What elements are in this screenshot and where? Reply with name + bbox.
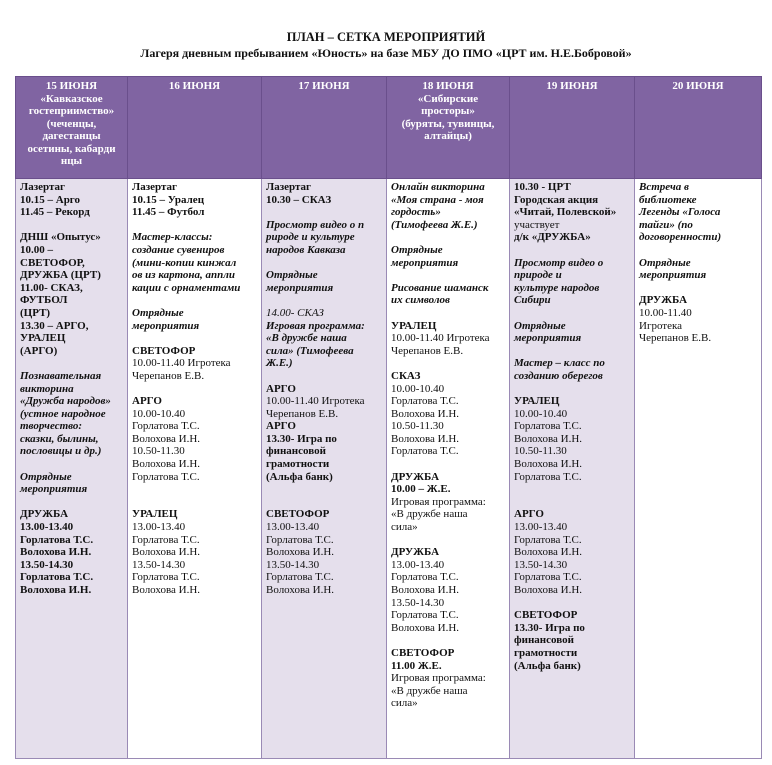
event-line: 13.00-13.40 [266,521,320,534]
spacer [391,357,505,370]
spacer [639,244,757,257]
event-line: Волохова И.Н. [132,546,201,559]
table-row [16,179,762,759]
event-line: УРАЛЕЦ [20,332,66,345]
spacer [266,206,382,219]
spacer [514,383,630,396]
event-line: Горлатова Т.С. [132,533,200,546]
event-line: Ж.Е.) [266,357,293,370]
day-header-line: алтайцы) [424,130,472,142]
spacer [514,307,630,320]
event-line: 13.00-13.40 [514,521,568,534]
day-header-line: 20 ИЮНЯ [672,80,724,92]
spacer [391,458,505,471]
event-line: 11.45 – Рекорд [20,206,90,219]
spacer [514,597,630,610]
event-line: ДРУЖБА (ЦРТ) [20,269,101,282]
day-header-line: 18 ИЮНЯ [422,80,474,92]
event-line: сила» [391,521,418,534]
event-line: Горлатова Т.С. [20,571,94,584]
day-header-17 [262,77,387,179]
event-line: 10.50-11.30 [132,445,185,458]
event-line: УРАЛЕЦ [132,508,178,521]
event-line: грамотности [266,458,330,471]
event-line: (мини-копии кинжал [132,256,237,269]
event-line: (Альфа банк) [266,470,333,483]
event-line: 13.30 – АРГО, [20,319,89,332]
event-line: Горлатова Т.С. [20,533,94,546]
spacer [132,294,257,307]
event-line: их символов [391,294,450,307]
event-line: Волохова И.Н. [132,458,201,471]
day-header-line: (буряты, тувинцы, [401,117,495,130]
event-line: д/к «ДРУЖБА» [514,231,591,244]
event-line: 10.00 – Ж.Е. [391,483,451,496]
event-line: УРАЛЕЦ [514,395,560,408]
event-line: мероприятия [20,483,88,496]
day-cell-15 [16,179,128,759]
event-line: пословицы и др.) [20,445,102,458]
spacer [266,257,382,270]
event-line: 13.50-14.30 [391,596,445,609]
event-line: Горлатова Т.С. [514,470,582,483]
spacer [391,307,505,320]
spacer [514,483,630,496]
day-cell-20 [635,179,762,759]
spacer [132,219,257,232]
event-line: 13.30- Игра по [514,621,585,634]
event-line: Лазертаг [132,181,178,193]
event-line: 10.00-11.40 [639,306,692,319]
table-header-row [16,77,762,179]
event-line: УРАЛЕЦ [391,319,437,332]
event-line: Горлатова Т.С. [391,609,459,622]
event-line: Познавательная [20,369,102,382]
day-header-18 [387,77,510,179]
event-line: Отрядные [391,243,443,256]
event-line: ов из картона, аппли [132,269,235,282]
event-line: «В дружбе наша [266,332,347,345]
event-line: 13.30- Игра по [266,432,337,445]
event-line: СВЕТОФОР, [20,256,85,269]
event-line: создание сувениров [132,243,225,256]
event-line: Горлатова Т.С. [266,533,334,546]
day-header-line: гостеприимство» [28,105,115,117]
event-line: библиотеке [639,193,697,206]
event-line: мероприятия [639,269,707,282]
event-line: 13.50-14.30 [20,558,74,571]
event-line: 10.30 - ЦРТ [514,181,571,193]
day-header-16 [128,77,262,179]
event-line: Волохова И.Н. [391,432,460,445]
event-line: Волохова И.Н. [391,584,460,596]
event-line: 11.45 – Футбол [132,206,205,219]
event-line: СВЕТОФОР [266,508,330,521]
spacer [266,294,382,307]
event-line: Горлатова Т.С. [132,571,200,584]
day-cell-19 [510,179,635,759]
event-line: Волохова И.Н. [20,584,92,596]
day-cell-17 [262,179,387,759]
event-line: СКАЗ [391,369,421,382]
event-line: финансовой [266,445,326,458]
event-line: Горлатова Т.С. [391,571,459,584]
event-line: ДРУЖБА [639,294,688,307]
event-line: 14.00- СКАЗ [266,306,324,319]
day-header-line: 19 ИЮНЯ [546,80,598,92]
event-line: Волохова И.Н. [514,432,583,445]
event-line: «В дружбе наша [391,508,468,521]
event-line: 13.00-13.40 [132,521,186,534]
event-line: Волохова И.Н. [391,407,460,420]
event-line: культуре народов [514,281,600,294]
event-line: Волохова И.Н. [514,458,583,471]
event-line: народов Кавказа [266,243,346,256]
day-header-20 [635,77,762,179]
event-line: Горлатова Т.С. [391,445,459,458]
event-line: грамотности [514,646,578,659]
event-line: Черепанов Е.В. [639,332,712,345]
event-line: мероприятия [266,281,334,294]
spacer [391,231,505,244]
event-line: 10.15 – Уралец [132,193,205,206]
event-line: (Тимофеева Ж.Е.) [391,218,478,231]
event-line: ФУТБОЛ [20,294,68,307]
event-line: Легенды «Голоса [639,206,721,219]
event-line: Горлатова Т.С. [514,533,582,546]
event-line: Отрядные [514,319,566,332]
event-line: Игротека [639,319,683,332]
spacer [639,282,757,295]
event-line: 10.00-10.40 [391,382,445,395]
event-line: Горлатова Т.С. [514,420,582,433]
day-header-line: 15 ИЮНЯ [45,80,98,92]
event-line: 13.50-14.30 [514,558,568,571]
schedule-table [15,76,762,759]
spacer [514,496,630,509]
event-line: АРГО [132,395,162,408]
event-line: Рисование шаманск [391,281,489,294]
day-header-19 [510,77,635,179]
event-line: Сибири [514,294,551,307]
event-line: ДРУЖБА [391,470,440,483]
day-header-line: «Сибирские [417,92,479,105]
event-line: созданию оберегов [514,369,603,382]
event-line: 10.00-10.40 [514,407,568,420]
event-line: Отрядные [266,269,318,282]
event-line: сказки, былины, [20,432,99,445]
event-line: 11.00- СКАЗ, [20,281,83,294]
event-line: Черепанов Е.В. [391,344,464,357]
event-line: 10.50-11.30 [391,420,444,433]
event-line: 10.00 – [20,243,53,256]
day-header-15 [16,77,128,179]
spacer [132,383,257,396]
event-line: ДНШ «Опытус» [20,231,101,244]
spacer [266,483,382,496]
event-line: 13.50-14.30 [266,558,320,571]
day-header-line: 16 ИЮНЯ [168,80,221,92]
event-line: Горлатова Т.С. [132,420,200,433]
spacer [391,534,505,547]
event-line: Мастер – класс по [514,357,605,370]
event-line: 10.15 – Арго [20,193,81,206]
day-header-line: «Кавказское [40,92,103,105]
spacer [514,345,630,358]
event-line: гордость» [391,206,441,219]
spacer [132,332,257,345]
event-line: Мастер-классы: [132,231,213,244]
event-line: Отрядные [20,470,72,483]
event-line: Горлатова Т.С. [132,470,200,483]
event-line: Игровая программа: [391,495,486,508]
event-line: Волохова И.Н. [266,584,335,596]
event-line: Волохова И.Н. [132,584,201,596]
event-line: ДРУЖБА [391,546,440,559]
day-header-line: осетины, кабарди [27,142,116,155]
event-line: Черепанов Е.В. [132,369,205,382]
event-line: договоренности) [639,231,722,244]
event-line: 10.00-11.40 Игротека [132,357,231,370]
event-line: Просмотр видео о п [266,218,365,231]
event-line: Волохова И.Н. [266,546,335,559]
event-line: 13.00-13.40 [20,521,74,534]
event-line: Лазертаг [266,181,312,193]
day-header-line: просторы» [421,105,475,117]
event-line: «Дружба народов» [20,395,111,408]
event-line: мероприятия [514,332,582,345]
event-line: ДРУЖБА [20,508,69,521]
day-header-line: (чеченцы, [46,117,97,130]
spacer [132,483,257,496]
event-line: АРГО [514,508,544,521]
day-cell-16 [128,179,262,759]
event-line: 13.50-14.30 [132,558,186,571]
spacer [20,496,123,509]
event-line: (Альфа банк) [514,659,581,672]
event-line: 11.00 Ж.Е. [391,659,442,672]
event-line: Волохова И.Н. [20,546,92,559]
event-line: природе и [514,269,562,282]
day-header-line: нцы [60,155,83,167]
event-line: Отрядные [639,256,691,269]
event-line: «В дружбе наша [391,684,468,697]
spacer [391,269,505,282]
event-line: «Читай, Полевской» [514,206,617,219]
event-line: участвует [514,218,560,231]
event-line: АРГО [266,420,296,433]
day-header-line: дагестанцы [42,130,101,142]
event-line: 10.00-10.40 [132,407,186,420]
event-line: 10.00-11.40 Игротека [266,395,365,408]
event-line: Лазертаг [20,181,66,193]
event-line: (устное народное [20,407,106,420]
spacer [20,219,123,232]
event-line: Горлатова Т.С. [266,571,334,584]
spacer [132,496,257,509]
event-line: викторина [20,382,74,395]
event-line: Черепанов Е.В. [266,407,339,420]
event-line: Городская акция [514,193,599,206]
event-line: «Моя страна - моя [391,193,484,206]
spacer [266,496,382,509]
event-line: (АРГО) [20,344,58,357]
event-line: СВЕТОФОР [132,344,196,357]
event-line: финансовой [514,634,574,647]
event-line: 10.00-11.40 Игротека [391,332,490,345]
event-line: 13.00-13.40 [391,558,445,571]
page-subtitle: Лагеря дневным пребыванием «Юность» на базе МБУ ДО ПМО «ЦРТ им. Н.Е.Бобровой» [140,46,632,60]
spacer [391,634,505,647]
event-line: тайги» (по [639,218,693,231]
spacer [20,458,123,471]
event-line: Онлайн викторина [391,181,485,193]
event-line: 10.30 – СКАЗ [266,193,332,206]
event-line: рироде и культуре [266,231,355,244]
event-line: творчество: [20,420,83,433]
event-line: Волохова И.Н. [132,432,201,445]
event-line: Игровая программа: [391,672,486,685]
spacer [20,357,123,370]
event-line: АРГО [266,382,296,395]
event-line: Горлатова Т.С. [514,571,582,584]
event-line: Волохова И.Н. [514,546,583,559]
event-line: (ЦРТ) [20,306,51,319]
event-line: Волохова И.Н. [514,584,583,596]
page-title: ПЛАН – СЕТКА МЕРОПРИЯТИЙ [286,30,486,44]
event-line: Волохова И.Н. [391,621,460,634]
event-line: мероприятия [132,319,200,332]
event-line: Просмотр видео о [514,256,604,269]
event-line: Игровая программа: [266,319,365,332]
event-line: СВЕТОФОР [514,609,578,622]
spacer [266,370,382,383]
day-cell-18 [387,179,510,759]
event-line: сила» [391,697,418,710]
spacer [514,244,630,257]
event-line: Горлатова Т.С. [391,395,459,408]
day-header-line: 17 ИЮНЯ [298,80,350,92]
event-line: СВЕТОФОР [391,646,455,659]
event-line: Встреча в [639,181,689,193]
event-line: кации с орнаментами [132,281,241,294]
event-line: сила» (Тимофеева [266,344,354,357]
event-line: 10.50-11.30 [514,445,567,458]
event-line: мероприятия [391,256,459,269]
event-line: Отрядные [132,306,184,319]
